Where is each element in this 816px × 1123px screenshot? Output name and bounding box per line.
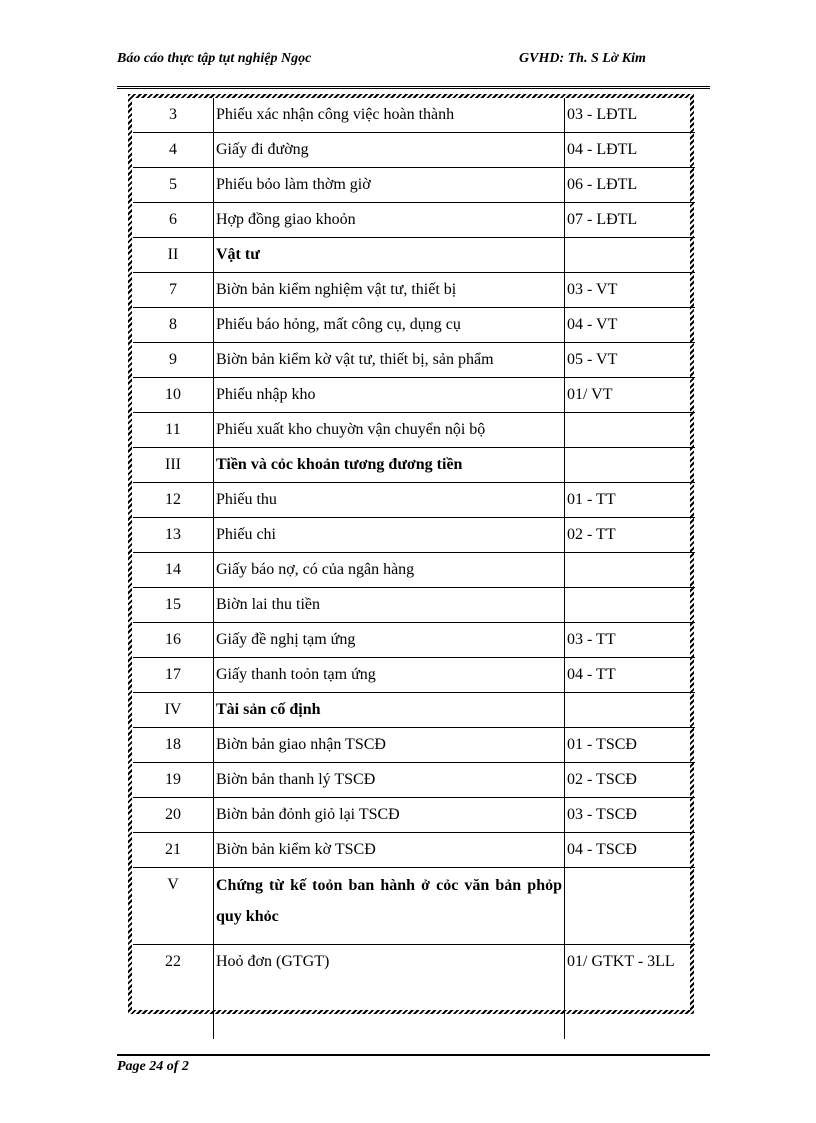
form-code: 03 - TT (565, 623, 696, 658)
document-name: Phiếu bỏo làm thờm giờ (214, 168, 565, 203)
document-name: Biờn bản kiểm kờ vật tư, thiết bị, sản phẩm (214, 343, 565, 378)
table-row (133, 553, 695, 588)
document-name: Vật tư (214, 238, 565, 273)
table-row (133, 588, 695, 623)
table-row (133, 273, 695, 308)
form-code: 04 - TT (565, 658, 696, 693)
form-code: 01 - TSCĐ (565, 728, 696, 763)
row-number: 3 (169, 106, 177, 123)
document-name: Phiếu báo hỏng, mất công cụ, dụng cụ (214, 308, 565, 343)
row-number: 5 (133, 168, 214, 203)
table-row (133, 833, 695, 868)
document-name: Phiếu xuất kho chuyờn vận chuyển nội bộ (214, 413, 565, 448)
form-code: 02 - TT (565, 518, 696, 553)
form-code: 02 - TSCĐ (565, 763, 696, 798)
document-name: Phiếu nhập kho (214, 378, 565, 413)
form-code (565, 448, 696, 483)
row-number: 8 (133, 308, 214, 343)
row-number: III (133, 448, 214, 483)
table-row (133, 343, 695, 378)
document-name: Phiếu xác nhận công việc hoàn thành (214, 98, 565, 133)
document-name: Tài sản cố định (214, 693, 565, 728)
header-divider (117, 86, 710, 89)
document-name: Chứng từ kế toỏn ban hành ở cỏc văn bản phỏp quy khỏc (214, 868, 565, 945)
form-code: 01 - TT (565, 483, 696, 518)
row-number: 4 (133, 133, 214, 168)
form-code (565, 553, 696, 588)
document-name: Biờn bản kiểm kờ TSCĐ (214, 833, 565, 868)
row-number: 7 (133, 273, 214, 308)
document-name: Tiền và cỏc khoản tương đương tiền (214, 448, 565, 483)
row-number: 6 (133, 203, 214, 238)
document-name: Biờn bản đỏnh giỏ lại TSCĐ (214, 798, 565, 833)
row-number: 21 (133, 833, 214, 868)
table-row (133, 203, 695, 238)
page-number: Page 24 of 2 (117, 1059, 189, 1074)
document-name: Hợp đồng giao khoỏn (214, 203, 565, 238)
row-number: 14 (133, 553, 214, 588)
row-number: 17 (133, 658, 214, 693)
form-code (565, 413, 696, 448)
table-row (133, 98, 695, 133)
form-code: 04 - LĐTL (565, 133, 696, 168)
row-number: IV (133, 693, 214, 728)
document-name: Giấy thanh toỏn tạm ứng (214, 658, 565, 693)
document-name: Biờn bản giao nhận TSCĐ (214, 728, 565, 763)
form-code: 01/ GTKT - 3LL (565, 945, 696, 1040)
document-name: Biờn bản kiểm nghiệm vật tư, thiết bị (214, 273, 565, 308)
document-name: Hoỏ đơn (GTGT) (214, 945, 565, 1040)
form-code (565, 588, 696, 623)
table-row (133, 378, 695, 413)
form-code: 07 - LĐTL (565, 203, 696, 238)
form-code: 04 - TSCĐ (565, 833, 696, 868)
header-report-title: Báo cáo thực tập tụt nghiệp Ngọc (117, 51, 312, 66)
form-code (565, 693, 696, 728)
row-number: 9 (133, 343, 214, 378)
table-row (133, 238, 695, 273)
table-row (133, 518, 695, 553)
page-header (117, 50, 710, 88)
document-name: Phiếu thu (214, 483, 565, 518)
row-number: 22 (133, 945, 214, 1040)
document-name: Biờn lai thu tiền (214, 588, 565, 623)
row-number: V (133, 868, 214, 945)
table-row (133, 133, 695, 168)
form-code: 06 - LĐTL (565, 168, 696, 203)
row-number: 11 (133, 413, 214, 448)
table-row (133, 413, 695, 448)
table-row (133, 728, 695, 763)
document-name: Giấy đề nghị tạm ứng (214, 623, 565, 658)
row-number: 18 (133, 728, 214, 763)
form-code (565, 238, 696, 273)
row-number: 19 (133, 763, 214, 798)
document-name: Giấy báo nợ, có của ngân hàng (214, 553, 565, 588)
footer-divider (117, 1054, 710, 1056)
table-row (133, 483, 695, 518)
header-supervisor: GVHD: Th. S Lờ Kim (519, 51, 646, 66)
row-number: 20 (133, 798, 214, 833)
row-number: 13 (133, 518, 214, 553)
row-number: II (133, 238, 214, 273)
table-row (133, 308, 695, 343)
table-row (133, 658, 695, 693)
form-code: 03 - TSCĐ (565, 798, 696, 833)
table-row (133, 168, 695, 203)
form-code: 04 - VT (565, 308, 696, 343)
form-code: 03 - LĐTL (565, 98, 696, 133)
document-name: Phiếu chi (214, 518, 565, 553)
row-number: 12 (133, 483, 214, 518)
document-list-table (133, 98, 695, 1039)
table-row (133, 798, 695, 833)
table-row (133, 693, 695, 728)
row-number: 10 (133, 378, 214, 413)
table-row (133, 945, 695, 1040)
table-row (133, 623, 695, 658)
document-name: Biờn bản thanh lý TSCĐ (214, 763, 565, 798)
document-name: Giấy đi đường (214, 133, 565, 168)
form-code: 01/ VT (565, 378, 696, 413)
table-row (133, 868, 695, 945)
table-row (133, 448, 695, 483)
form-code (565, 868, 696, 945)
form-code: 05 - VT (565, 343, 696, 378)
row-number: 15 (133, 588, 214, 623)
table-row (133, 763, 695, 798)
form-code: 03 - VT (565, 273, 696, 308)
row-number: 16 (133, 623, 214, 658)
